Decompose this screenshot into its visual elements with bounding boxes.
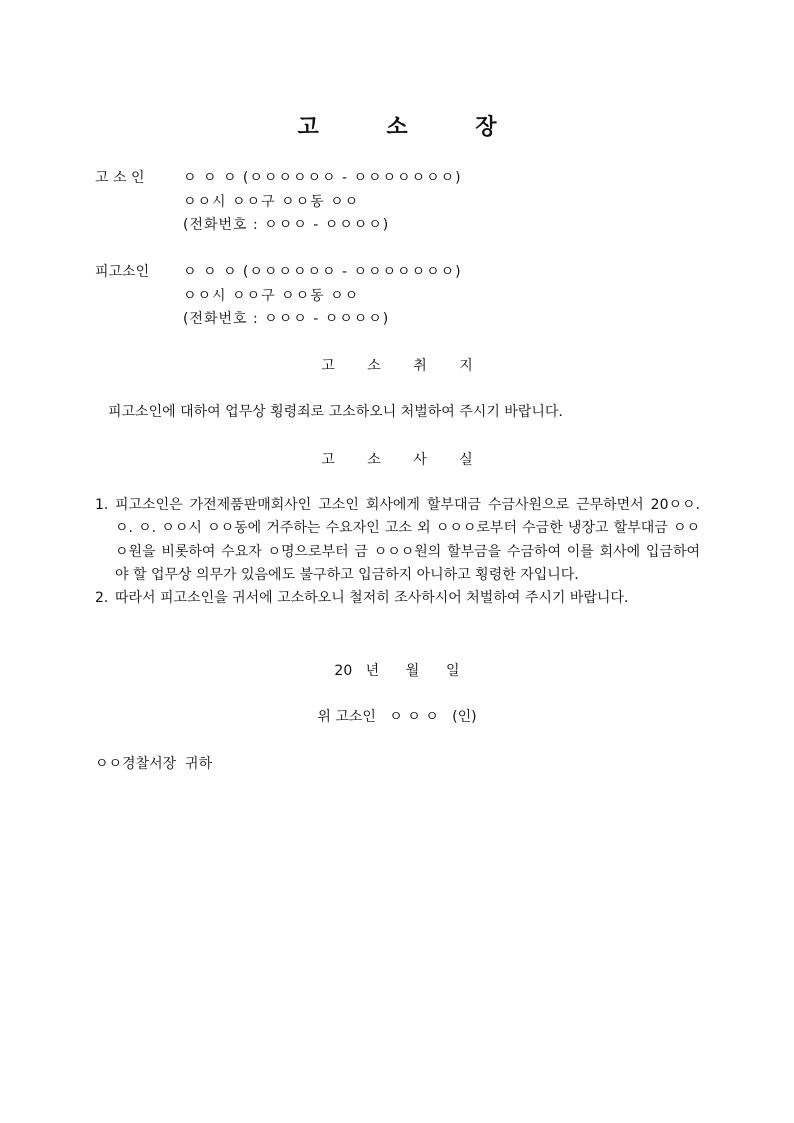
- complainant-label: 고 소 인: [95, 170, 145, 186]
- complainant-address-line: ㅇㅇ시 ㅇㅇ구 ㅇㅇ동 ㅇㅇ: [183, 193, 360, 210]
- complainant-phone-line: (전화번호 : ㅇㅇㅇ - ㅇㅇㅇㅇ): [183, 217, 390, 233]
- complainant-name-line: ㅇ ㅇ ㅇ (ㅇㅇㅇㅇㅇㅇ - ㅇㅇㅇㅇㅇㅇㅇ): [183, 170, 462, 186]
- document-title: 고 소 장: [297, 115, 527, 140]
- purpose-heading: 고 소 취 지: [321, 358, 487, 374]
- purpose-text: 피고소인에 대하여 업무상 횡령죄로 고소하오니 처벌하여 주시기 바랍니다.: [108, 404, 563, 420]
- facts-list: [95, 494, 700, 610]
- addressee: ㅇㅇ경찰서장 귀하: [95, 756, 213, 772]
- facts-heading: 고 소 사 실: [321, 452, 487, 468]
- defendant-label: 피고소인: [95, 264, 150, 280]
- defendant-name-line: ㅇ ㅇ ㅇ (ㅇㅇㅇㅇㅇㅇ - ㅇㅇㅇㅇㅇㅇㅇ): [183, 264, 462, 280]
- facts-item-1-number: 1.: [95, 497, 109, 513]
- facts-item-1: [95, 494, 700, 587]
- facts-item-1-text: 피고소인은 가전제품판매회사인 고소인 회사에게 할부대금 수금사원으로 근무하면서 20ㅇㅇ. ㅇ. ㅇ. ㅇㅇ시 ㅇㅇ동에 거주하는 수요자인 고소 외 ㅇㅇㅇ로부터 수금한 냉장고 할부대금 ㅇㅇㅇ원을 비롯하여 수요자 ㅇ명으로부터 금 ㅇㅇㅇ원의 할부금을 수금하여 이를 회사에 입금하여야 할 업무상 의무가 있음에도 불구하고 입금하지 아니하고 횡령한 자입니다.: [115, 497, 700, 583]
- facts-item-2-number: 2.: [95, 590, 109, 607]
- defendant-phone-line: (전화번호 : ㅇㅇㅇ - ㅇㅇㅇㅇ): [183, 311, 390, 327]
- date-line: 20 년 월 일: [334, 663, 460, 679]
- signature-line: 위 고소인 ㅇ ㅇ ㅇ (인): [317, 709, 477, 725]
- defendant-address-line: ㅇㅇ시 ㅇㅇ구 ㅇㅇ동 ㅇㅇ: [183, 287, 360, 304]
- facts-item-2: [95, 587, 700, 610]
- facts-item-2-text: 따라서 피고소인을 귀서에 고소하오니 철저히 조사하시어 처벌하여 주시기 바랍니다.: [115, 590, 629, 607]
